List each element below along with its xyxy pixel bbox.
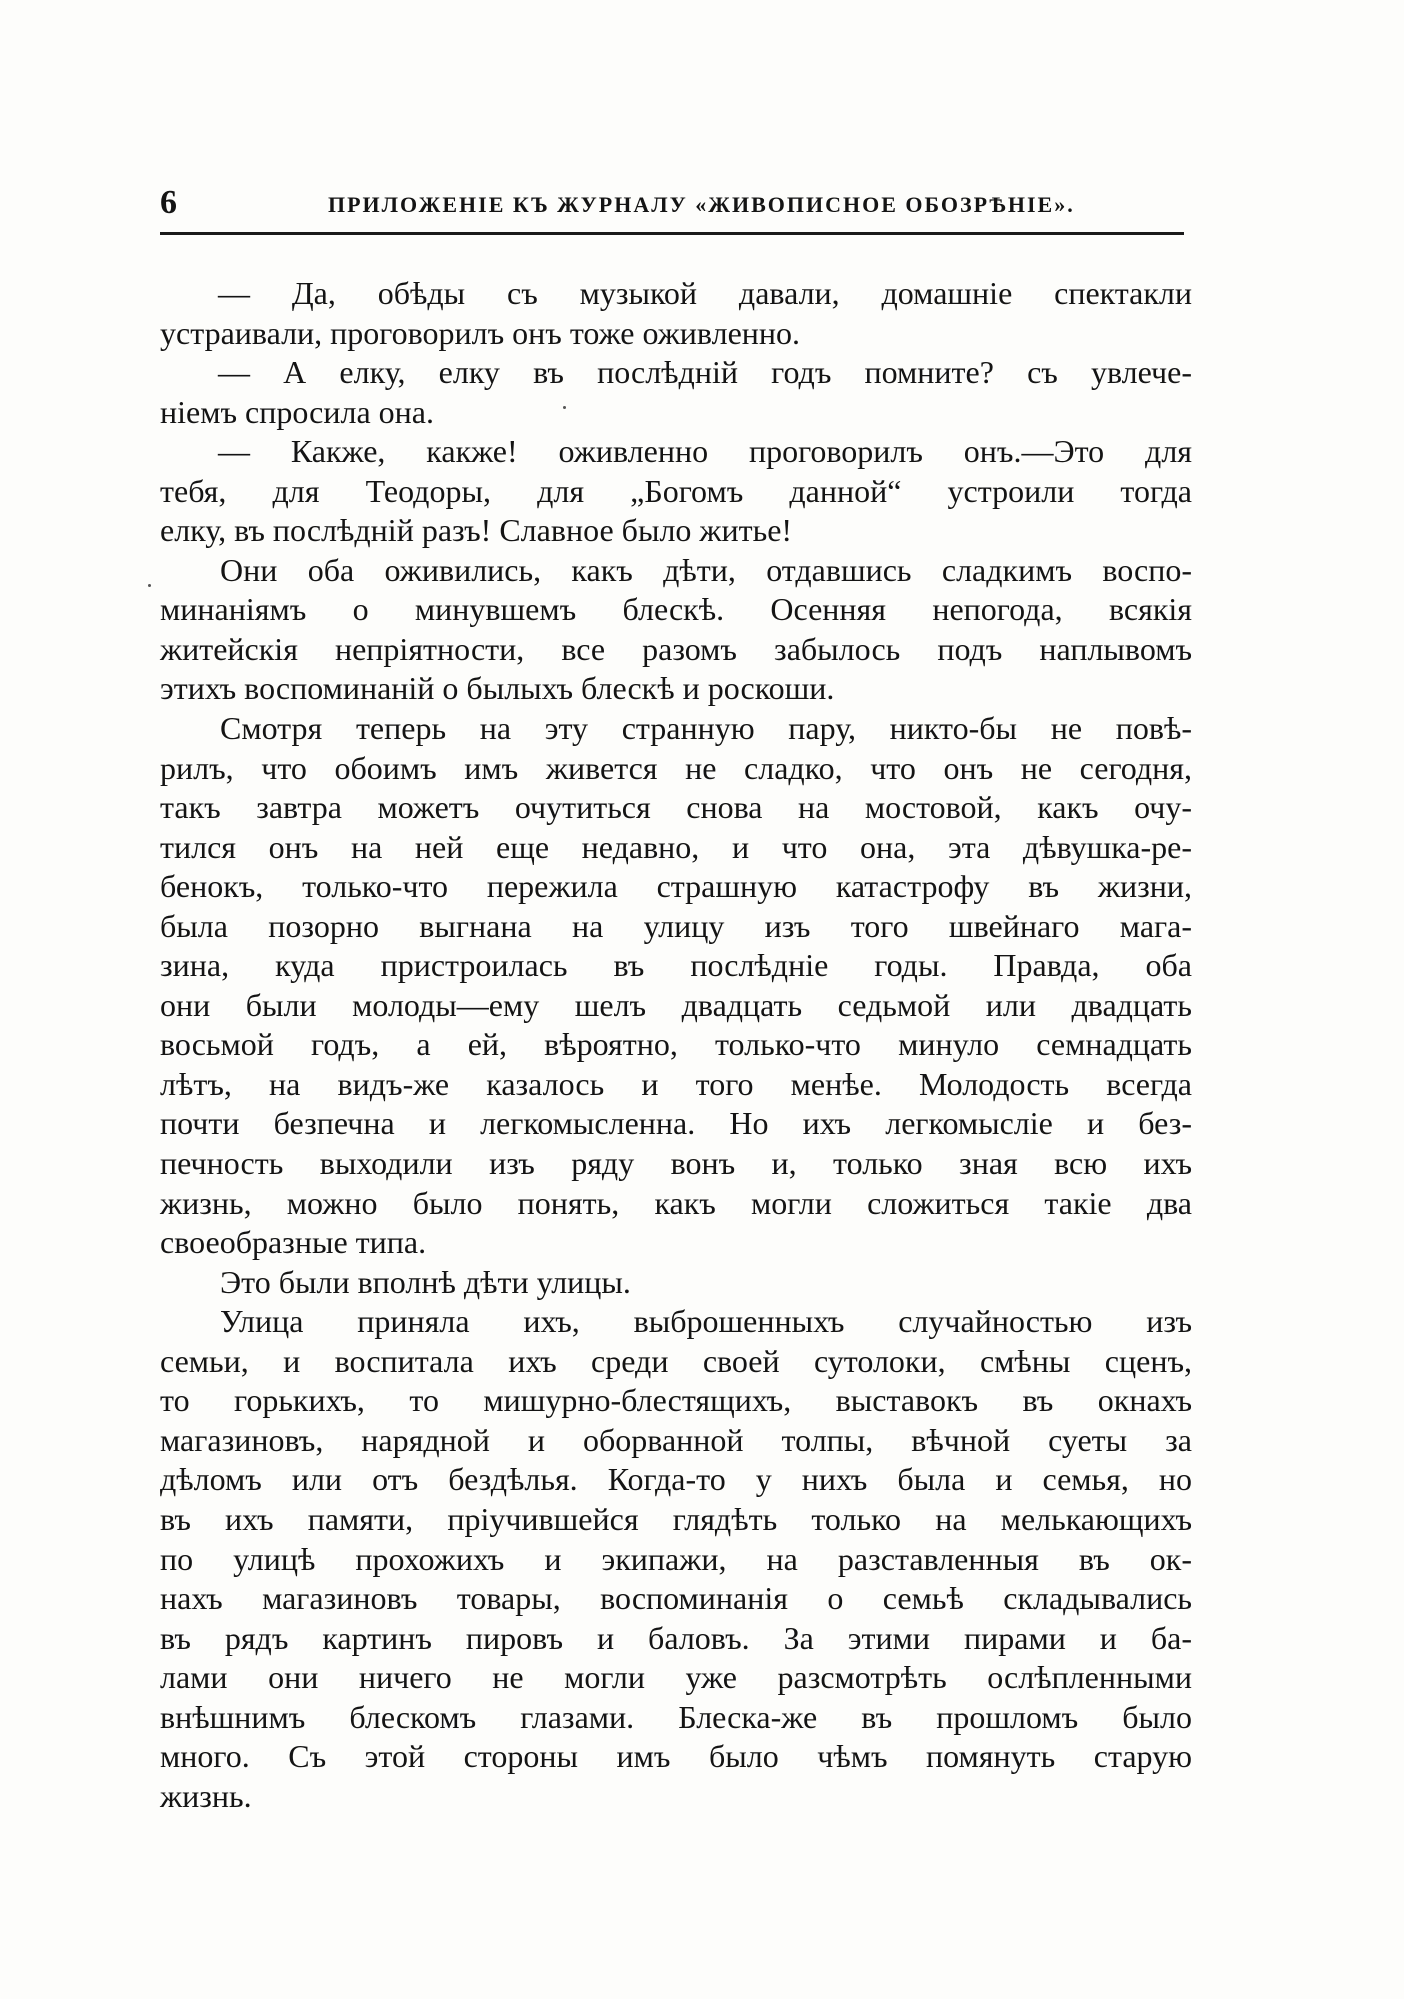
text-line: лами они ничего не могли уже разсмотрѣть ослѣпленными	[160, 1659, 1192, 1696]
text-line: бенокъ, только-что пережила страшную катастрофу въ жизни,	[160, 868, 1192, 905]
text-line: жизнь.	[160, 1777, 252, 1814]
body-text	[160, 274, 1192, 1816]
text-line: рилъ, что обоимъ имъ живется не сладко, что онъ не сегодня,	[160, 749, 1192, 786]
text-line: лѣтъ, на видъ-же казалось и того менѣе. Молодость всегда	[160, 1065, 1192, 1102]
text-line: они были молоды—ему шелъ двадцать седьмой или двадцать	[160, 986, 1192, 1023]
text-line: магазиновъ, нарядной и оборванной толпы, вѣчной суеты за	[160, 1421, 1192, 1458]
text-line: этихъ воспоминаній о былыхъ блескѣ и роскоши.	[160, 670, 835, 707]
text-line: — А елку, елку въ послѣдній годъ помните? съ увлече-	[218, 354, 1192, 391]
text-line: такъ завтра можетъ очутиться снова на мостовой, какъ очу-	[160, 789, 1192, 826]
header-rule	[160, 232, 1184, 235]
text-line: Смотря теперь на эту странную пару, никто-бы не повѣ-	[220, 710, 1192, 747]
text-line: устраивали, проговорилъ онъ тоже оживленно.	[160, 314, 801, 351]
text-line: нахъ магазиновъ товары, воспоминанія о семьѣ складывались	[160, 1580, 1192, 1617]
print-speck	[563, 406, 566, 409]
text-line: внѣшнимъ блескомъ глазами. Блеска-же въ прошломъ было	[160, 1698, 1192, 1735]
text-line: — Какже, какже! оживленно проговорилъ онъ.—Это для	[218, 433, 1192, 470]
text-line: то горькихъ, то мишурно-блестящихъ, выставокъ въ окнахъ	[160, 1382, 1192, 1419]
text-line: Улица приняла ихъ, выброшенныхъ случайностью изъ	[220, 1303, 1192, 1340]
text-line: тебя, для Теодоры, для „Богомъ данной“ устроили тогда	[160, 472, 1192, 509]
text-line: жизнь, можно было понять, какъ могли сложиться такіе два	[160, 1184, 1192, 1221]
text-line: своеобразные типа.	[160, 1224, 427, 1261]
text-line: житейскія непріятности, все разомъ забылось подъ наплывомъ	[160, 630, 1192, 667]
page-number: 6	[160, 184, 177, 221]
text-line: ніемъ спросила она.	[160, 393, 434, 430]
text-line: минаніямъ о минувшемъ блескѣ. Осенняя непогода, всякія	[160, 591, 1192, 628]
text-line: много. Съ этой стороны имъ было чѣмъ помянуть старую	[160, 1738, 1192, 1775]
text-line: въ ихъ памяти, пріучившейся глядѣть только на мелькающихъ	[160, 1500, 1192, 1537]
text-line: дѣломъ или отъ бездѣлья. Когда-то у нихъ была и семья, но	[160, 1461, 1192, 1498]
page-header	[160, 184, 1184, 224]
text-line: по улицѣ прохожихъ и экипажи, на разставленныя въ ок-	[160, 1540, 1192, 1577]
text-line: была позорно выгнана на улицу изъ того швейнаго мага-	[160, 907, 1192, 944]
text-line: — Да, обѣды съ музыкой давали, домашніе спектакли	[218, 275, 1192, 311]
text-line: Это были вполнѣ дѣти улицы.	[220, 1263, 631, 1300]
text-line: восьмой годъ, а ей, вѣроятно, только-что минуло семнадцать	[160, 1026, 1192, 1063]
running-title: ПРИЛОЖЕНІЕ КЪ ЖУРНАЛУ «ЖИВОПИСНОЕ ОБОЗРѢНІЕ».	[328, 192, 1075, 217]
text-line: Они оба оживились, какъ дѣти, отдавшись сладкимъ воспо-	[220, 551, 1192, 588]
text-line: почти безпечна и легкомысленна. Но ихъ легкомысліе и без-	[160, 1105, 1192, 1142]
text-line: семьи, и воспитала ихъ среди своей сутолоки, смѣны сценъ,	[160, 1342, 1192, 1379]
text-line: тился онъ на ней еще недавно, и что она, эта дѣвушка-ре-	[160, 828, 1192, 865]
text-line: зина, куда пристроилась въ послѣдніе годы. Правда, оба	[160, 947, 1192, 984]
text-line: елку, въ послѣдній разъ! Славное было житье!	[160, 512, 793, 549]
print-speck	[148, 584, 151, 587]
text-line: печность выходили изъ ряду вонъ и, только зная всю ихъ	[160, 1145, 1192, 1182]
text-line: въ рядъ картинъ пировъ и баловъ. За этими пирами и ба-	[160, 1619, 1192, 1656]
